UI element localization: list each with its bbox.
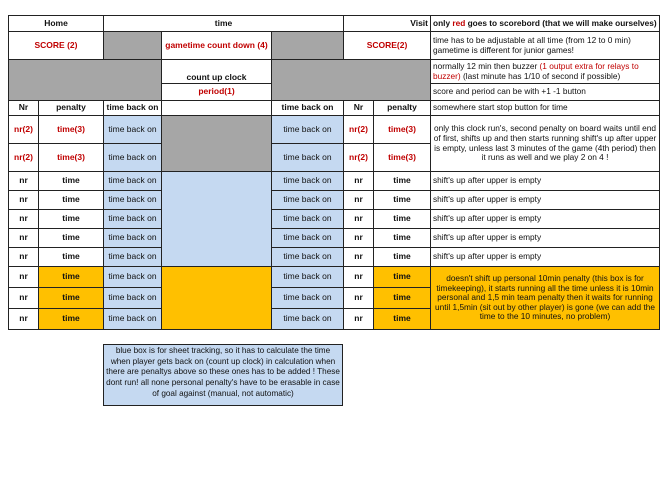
- penalty-header: penalty: [374, 101, 431, 116]
- time-back-on-cell: time back on: [104, 172, 162, 191]
- time-back-on-cell: time back on: [104, 267, 162, 288]
- table-row: [9, 172, 660, 191]
- note-plus-minus: score and period can be with +1 -1 button: [431, 84, 660, 101]
- note-adjustable-time: time has to be adjustable at all time (from 12 to 0 min) gametime is different for junior games!: [431, 32, 660, 60]
- orange-block: [162, 267, 272, 330]
- time-back-on-cell: time back on: [272, 191, 344, 210]
- time-back-on-cell: time back on: [104, 210, 162, 229]
- nr-cell: nr: [344, 172, 374, 191]
- note-shift-up: shift's up after upper is empty: [431, 191, 660, 210]
- table-row: [9, 191, 660, 210]
- time-back-on-cell: time back on: [272, 248, 344, 267]
- note-shift-up: shift's up after upper is empty: [431, 229, 660, 248]
- score-visit: SCORE(2): [344, 32, 431, 60]
- nr-cell: nr: [9, 248, 39, 267]
- nr-cell: nr: [344, 210, 374, 229]
- score-row: [9, 32, 660, 60]
- time-cell: time: [39, 191, 104, 210]
- time-back-on-cell: time back on: [272, 288, 344, 309]
- time-header: time: [104, 16, 344, 32]
- time-cell: time: [374, 172, 431, 191]
- note-clock-runs: only this clock run's, second penalty on board waits until end of first, shifts up and then starts running shift's up after upper is empty, unless last 3 minutes of the game (4th period) then it runs as well and we play 2 on 4 !: [431, 116, 660, 172]
- table-row: [9, 229, 660, 248]
- gray-block: [272, 32, 344, 60]
- time-cell: time: [39, 309, 104, 330]
- table-row: [9, 210, 660, 229]
- gray-block: [104, 32, 162, 60]
- time-back-on-cell: time back on: [272, 172, 344, 191]
- blue-block: [162, 172, 272, 267]
- time-cell: time: [39, 210, 104, 229]
- time-cell: time: [39, 229, 104, 248]
- penalty-header: penalty: [39, 101, 104, 116]
- nr-cell: nr(2): [344, 144, 374, 172]
- time-cell: time: [39, 248, 104, 267]
- note-start-stop: somewhere start stop button for time: [431, 101, 660, 116]
- nr-cell: nr: [9, 267, 39, 288]
- count-up-clock-label: count up clock: [162, 60, 272, 84]
- time-cell: time(3): [39, 116, 104, 144]
- time-cell: time: [374, 210, 431, 229]
- gray-block: [9, 60, 162, 101]
- blue-box-note: blue box is for sheet tracking, so it has to calculate the time when player gets back on (count up clock) in calculation when there are penaltys above so these ones has to be added ! These dont run! all none personal penalty's have to be erasable in case of goal against (manual, not automatic): [103, 344, 343, 406]
- table-row: [9, 267, 660, 288]
- time-cell: time: [39, 267, 104, 288]
- time-cell: time(3): [39, 144, 104, 172]
- gray-block: [162, 116, 272, 172]
- visit-header: Visit: [344, 16, 431, 32]
- nr-cell: nr: [344, 248, 374, 267]
- time-back-on-cell: time back on: [272, 210, 344, 229]
- nr-cell: nr: [9, 191, 39, 210]
- nr-cell: nr(2): [9, 116, 39, 144]
- nr-cell: nr(2): [9, 144, 39, 172]
- nr-cell: nr: [9, 210, 39, 229]
- time-back-on-cell: time back on: [104, 191, 162, 210]
- note-shift-up: shift's up after upper is empty: [431, 248, 660, 267]
- time-cell: time(3): [374, 116, 431, 144]
- time-back-on-cell: time back on: [272, 309, 344, 330]
- time-back-on-cell: time back on: [104, 116, 162, 144]
- nr-header: Nr: [9, 101, 39, 116]
- time-back-on-cell: time back on: [272, 116, 344, 144]
- score-home: SCORE (2): [9, 32, 104, 60]
- nr-cell: nr: [344, 309, 374, 330]
- nr-cell: nr: [9, 288, 39, 309]
- time-back-on-cell: time back on: [104, 248, 162, 267]
- header-row: [9, 16, 660, 32]
- nr-cell: nr: [344, 229, 374, 248]
- time-back-on-header: time back on: [272, 101, 344, 116]
- time-back-on-cell: time back on: [272, 144, 344, 172]
- time-cell: time: [374, 288, 431, 309]
- time-back-on-cell: time back on: [272, 267, 344, 288]
- time-back-on-cell: time back on: [104, 288, 162, 309]
- time-back-on-cell: time back on: [104, 144, 162, 172]
- scoreboard-spec-table: [8, 15, 660, 330]
- blank-header: [162, 101, 272, 116]
- nr-cell: nr(2): [344, 116, 374, 144]
- gray-block: [272, 60, 431, 101]
- nr-header: Nr: [344, 101, 374, 116]
- nr-cell: nr: [9, 172, 39, 191]
- time-back-on-cell: time back on: [104, 229, 162, 248]
- nr-cell: nr: [9, 229, 39, 248]
- time-cell: time: [374, 267, 431, 288]
- time-back-on-cell: time back on: [104, 309, 162, 330]
- time-back-on-cell: time back on: [272, 229, 344, 248]
- note-red-scoreboard: only red goes to scorebord (that we will make ourselves): [431, 16, 660, 32]
- time-cell: time: [374, 191, 431, 210]
- count-up-row: [9, 60, 660, 84]
- nr-cell: nr: [9, 309, 39, 330]
- note-shift-up: shift's up after upper is empty: [431, 210, 660, 229]
- time-cell: time: [39, 172, 104, 191]
- home-header: Home: [9, 16, 104, 32]
- time-cell: time(3): [374, 144, 431, 172]
- note-personal-penalty: doesn't shift up personal 10min penalty (this box is for timekeeping), it starts running all the time unless it is 10min personal and 1,5 min team penalty then it waits for running until 1,5min (sit out by other player) is gone (we can add the time to the 10 minutes, no problem): [431, 267, 660, 330]
- period-label: period(1): [162, 84, 272, 101]
- column-header-row: [9, 101, 660, 116]
- time-cell: time: [374, 309, 431, 330]
- note-buzzer: normally 12 min then buzzer (1 output extra for relays to buzzer) (last minute has 1/10 of second if possible): [431, 60, 660, 84]
- gametime-label: gametime count down (4): [162, 32, 272, 60]
- note-shift-up: shift's up after upper is empty: [431, 172, 660, 191]
- nr-cell: nr: [344, 267, 374, 288]
- nr-cell: nr: [344, 191, 374, 210]
- table-row: [9, 248, 660, 267]
- time-cell: time: [39, 288, 104, 309]
- time-cell: time: [374, 248, 431, 267]
- nr-cell: nr: [344, 288, 374, 309]
- time-back-on-header: time back on: [104, 101, 162, 116]
- time-cell: time: [374, 229, 431, 248]
- table-row: [9, 116, 660, 144]
